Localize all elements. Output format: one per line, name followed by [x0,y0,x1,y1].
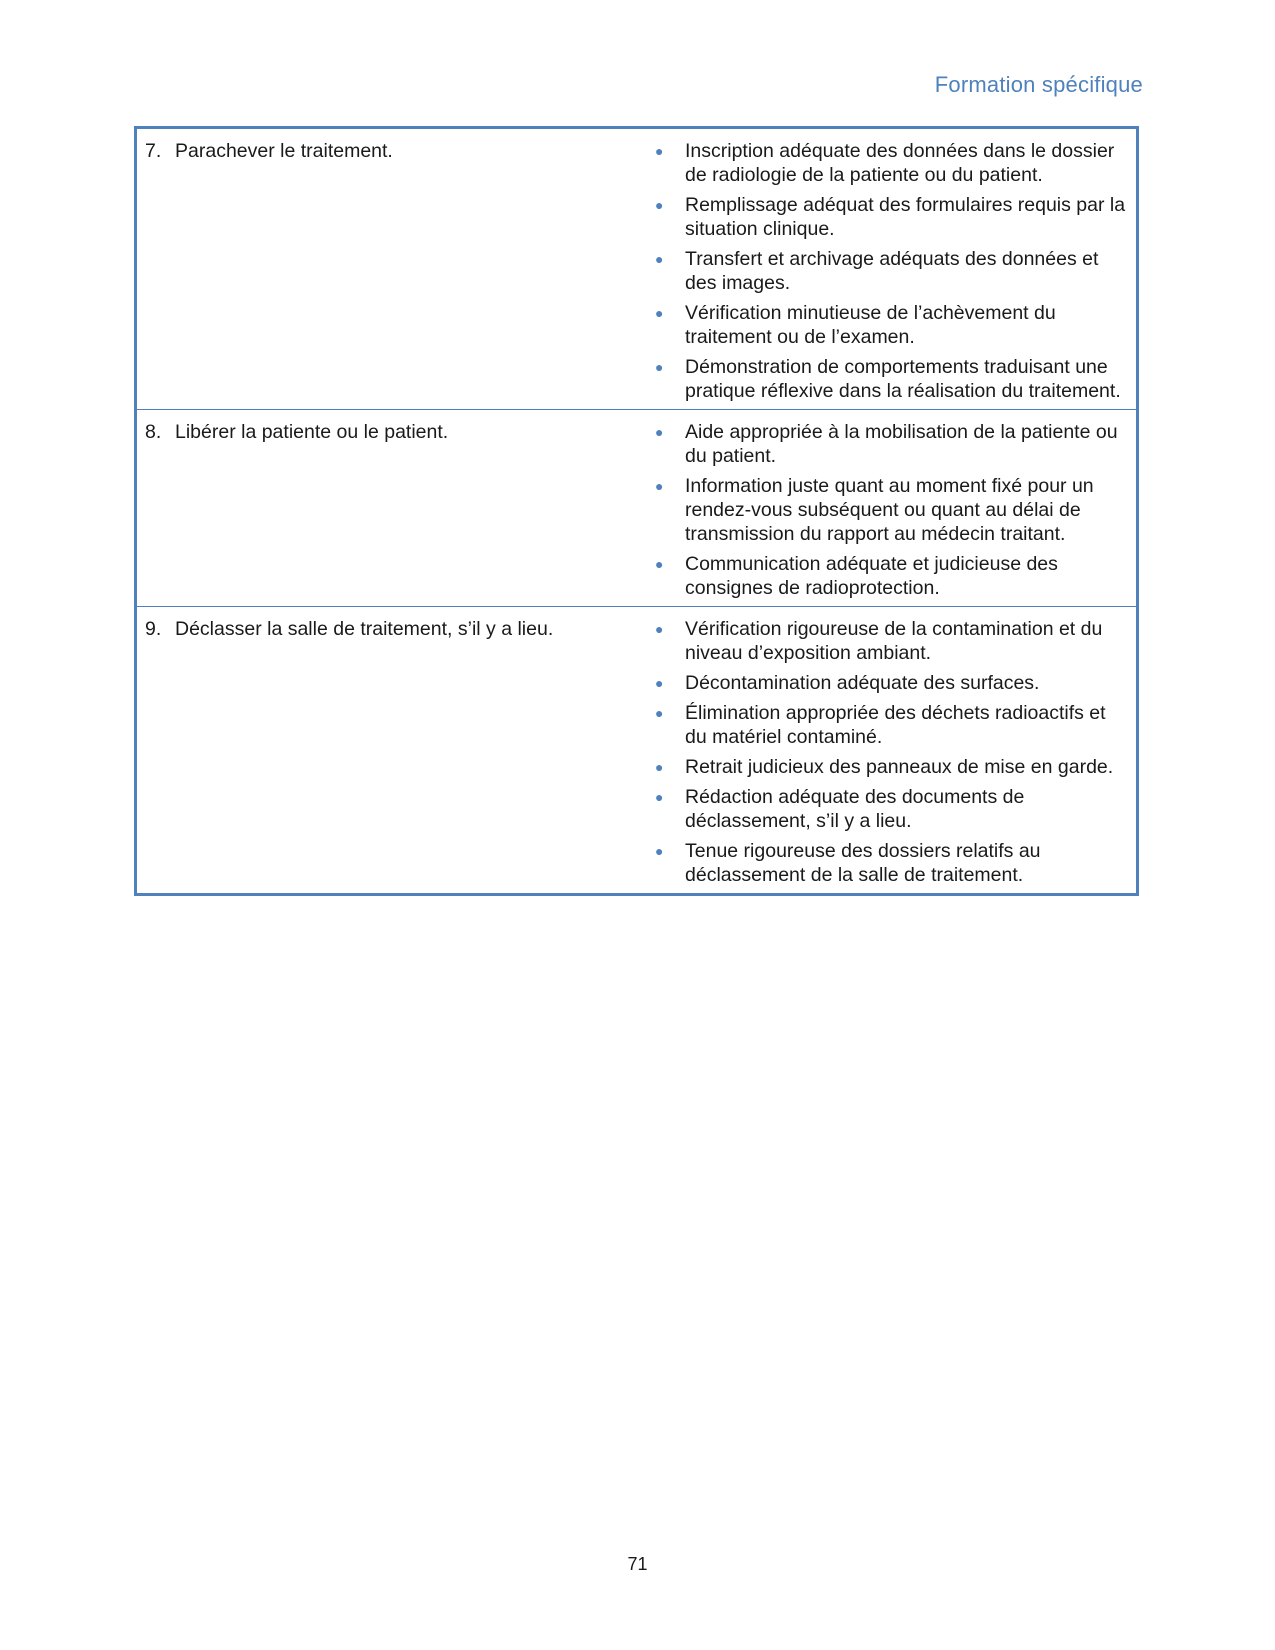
criterion-text: Information juste quant au moment fixé pour un rendez-vous subséquent ou quant au délai de transmission du rapport au médecin traitant. [685,475,1094,545]
criteria-cell [633,410,1138,607]
criterion-text: Vérification minutieuse de l’achèvement du traitement ou de l’examen. [685,302,1056,348]
criterion-text: Inscription adéquate des données dans le dossier de radiologie de la patiente ou du patient. [685,140,1115,186]
criterion-text: Vérification rigoureuse de la contamination et du niveau d’exposition ambiant. [685,618,1103,664]
criterion-text: Aide appropriée à la mobilisation de la patiente ou du patient. [685,421,1118,467]
list-item [655,247,1128,295]
list-item [655,839,1128,887]
bullet-icon: ● [655,197,664,213]
bullet-icon: ● [655,251,664,267]
element-cell [136,410,634,607]
criterion-text: Élimination appropriée des déchets radioactifs et du matériel contaminé. [685,702,1106,748]
element-text: Parachever le traitement. [175,140,393,162]
list-item [655,552,1128,600]
bullet-icon: ● [655,359,664,375]
bullet-icon: ● [655,621,664,637]
element-text: Libérer la patiente ou le patient. [175,421,449,443]
bullet-icon: ● [655,759,664,775]
bullet-icon: ● [655,556,664,572]
list-item [655,671,1128,695]
bullet-icon: ● [655,843,664,859]
list-item [655,301,1128,349]
list-item [655,193,1128,241]
bullet-icon: ● [655,305,664,321]
criterion-text: Retrait judicieux des panneaux de mise en garde. [685,756,1114,778]
criterion-text: Démonstration de comportements traduisant une pratique réflexive dans la réalisation du traitement. [685,356,1121,402]
criteria-list [641,139,1128,403]
bullet-icon: ● [655,789,664,805]
bullet-icon: ● [655,424,664,440]
bullet-icon: ● [655,705,664,721]
list-item [655,420,1128,468]
bullet-icon: ● [655,675,664,691]
criteria-cell [633,128,1138,410]
criteria-list [641,617,1128,887]
criterion-text: Décontamination adéquate des surfaces. [685,672,1040,694]
bullet-icon: ● [655,478,664,494]
page-number: 71 [627,1554,648,1574]
element-cell [136,607,634,895]
criterion-text: Remplissage adéquat des formulaires requis par la situation clinique. [685,194,1126,240]
element-text: Déclasser la salle de traitement, s’il y a lieu. [175,618,554,640]
criterion-text: Transfert et archivage adéquats des données et des images. [685,248,1099,294]
page-header-title: Formation spécifique [934,72,1143,97]
list-item [655,701,1128,749]
table-row [136,607,1138,895]
criterion-text: Tenue rigoureuse des dossiers relatifs au déclassement de la salle de traitement. [685,840,1041,886]
bullet-icon: ● [655,143,664,159]
element-number: 7. [145,140,162,162]
list-item [655,474,1128,546]
list-item [655,355,1128,403]
list-item [655,617,1128,665]
criteria-cell [633,607,1138,895]
criteria-list [641,420,1128,600]
table-row [136,128,1138,410]
list-item [655,755,1128,779]
list-item [655,139,1128,187]
table-row [136,410,1138,607]
element-cell [136,128,634,410]
competency-table [134,126,1139,896]
criterion-text: Rédaction adéquate des documents de déclassement, s’il y a lieu. [685,786,1025,832]
element-number: 8. [145,421,162,443]
element-number: 9. [145,618,162,640]
list-item [655,785,1128,833]
criterion-text: Communication adéquate et judicieuse des consignes de radioprotection. [685,553,1058,599]
